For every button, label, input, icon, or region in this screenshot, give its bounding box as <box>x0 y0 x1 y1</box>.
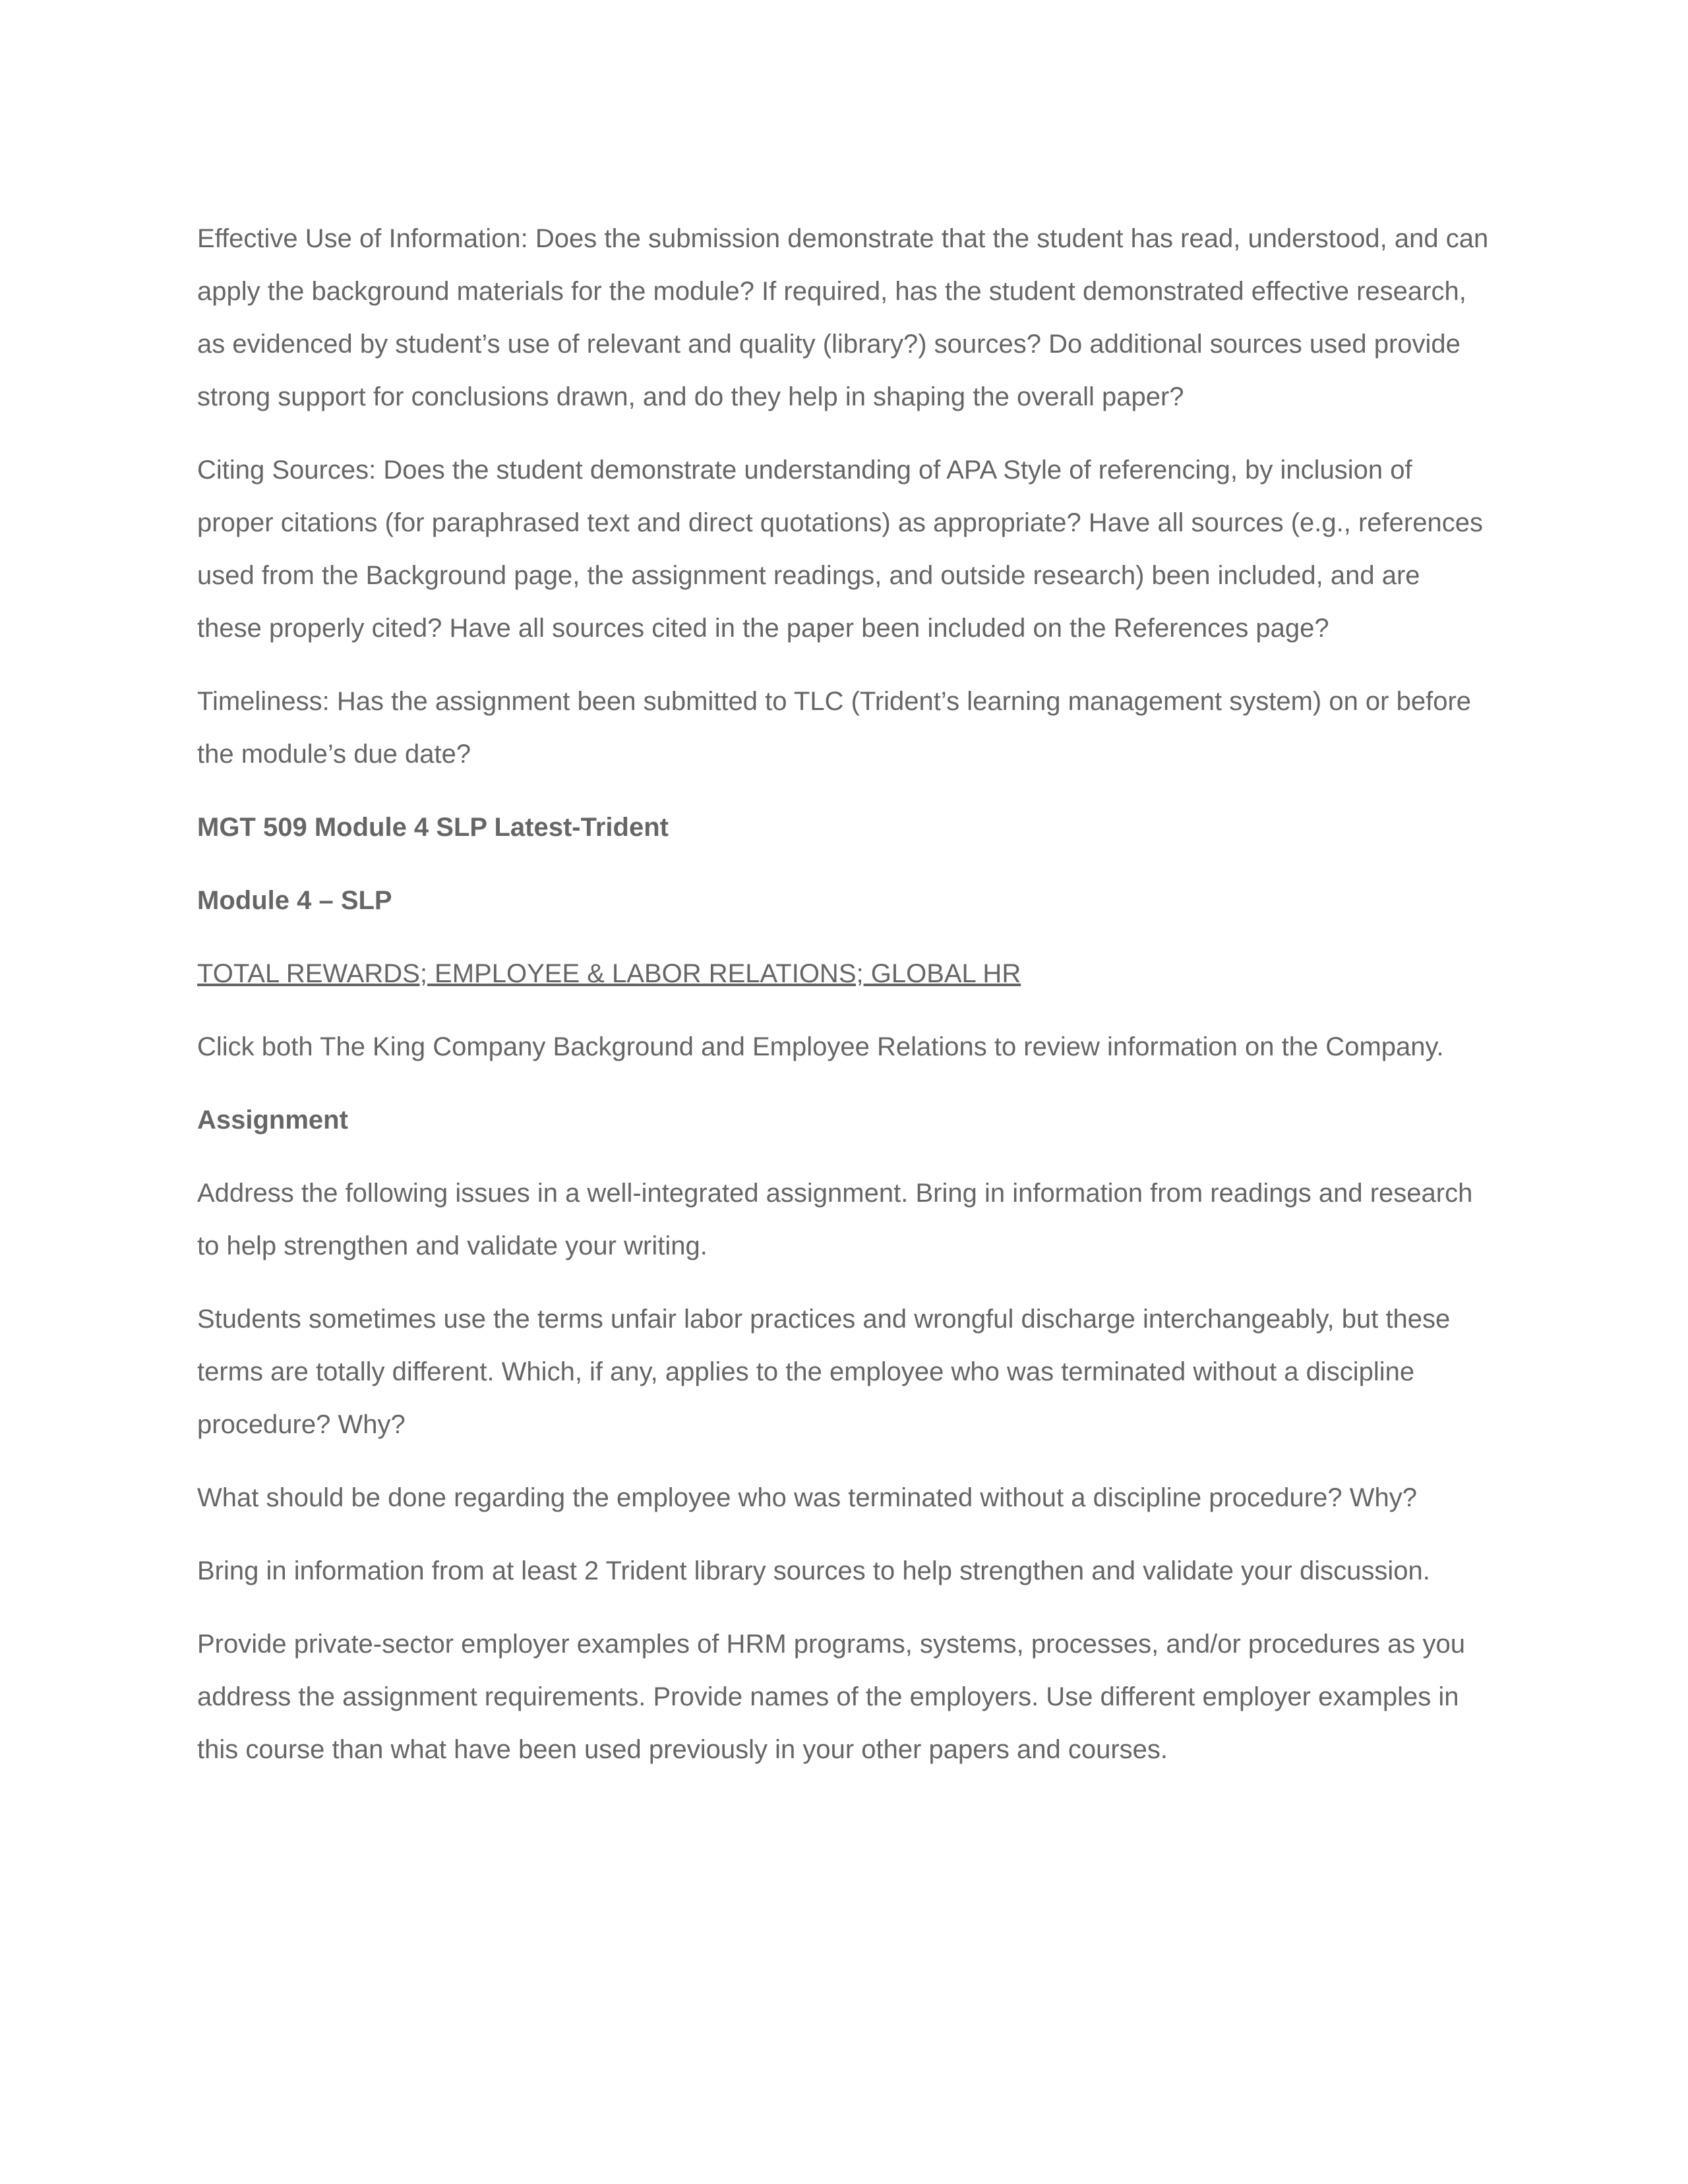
address-issues-paragraph: Address the following issues in a well-integrated assignment. Bring in information from readings and research to help strengthen and validate your writing. <box>197 1179 1473 1260</box>
assignment-heading: Assignment <box>197 1106 348 1135</box>
effective-use-paragraph: Effective Use of Information: Does the submission demonstrate that the student has read, understood, and can apply the background materials for the module? If required, has the student demonstrated effective research, as evidenced by student’s use of relevant and quality (library?) sources? Do additional sources used provide strong support for conclusions drawn, and do they help in shaping the overall paper? <box>197 224 1489 411</box>
bring-info-paragraph: Bring in information from at least 2 Trident library sources to help strengthen and validate your discussion. <box>197 1556 1430 1585</box>
citing-sources-paragraph: Citing Sources: Does the student demonstrate understanding of APA Style of referencing, by inclusion of proper citations (for paraphrased text and direct quotations) as appropriate? Have all sources (e.g., references used from the Background page, the assignment readings, and outside research) been included, and are these properly cited? Have all sources cited in the paper been included on the References page? <box>197 456 1483 643</box>
document-page <box>197 212 1490 1796</box>
topic-heading: TOTAL REWARDS; EMPLOYEE & LABOR RELATIONS; GLOBAL HR <box>197 959 1021 988</box>
students-terms-paragraph: Students sometimes use the terms unfair labor practices and wrongful discharge interchangeably, but these terms are totally different. Which, if any, applies to the employee who was terminated without a discipline procedure? Why? <box>197 1305 1451 1439</box>
provide-examples-paragraph: Provide private-sector employer examples of HRM programs, systems, processes, and/or procedures as you address the assignment requirements. Provide names of the employers. Use different employer examples in this course than what have been used previously in your other papers and courses. <box>197 1630 1465 1764</box>
click-both-paragraph: Click both The King Company Background and Employee Relations to review information on the Company. <box>197 1032 1444 1061</box>
what-should-paragraph: What should be done regarding the employee who was terminated without a discipline procedure? Why? <box>197 1483 1417 1512</box>
course-title: MGT 509 Module 4 SLP Latest-Trident <box>197 813 669 842</box>
module-title: Module 4 – SLP <box>197 886 392 915</box>
timeliness-paragraph: Timeliness: Has the assignment been submitted to TLC (Trident’s learning management system) on or before the module’s due date? <box>197 687 1472 769</box>
